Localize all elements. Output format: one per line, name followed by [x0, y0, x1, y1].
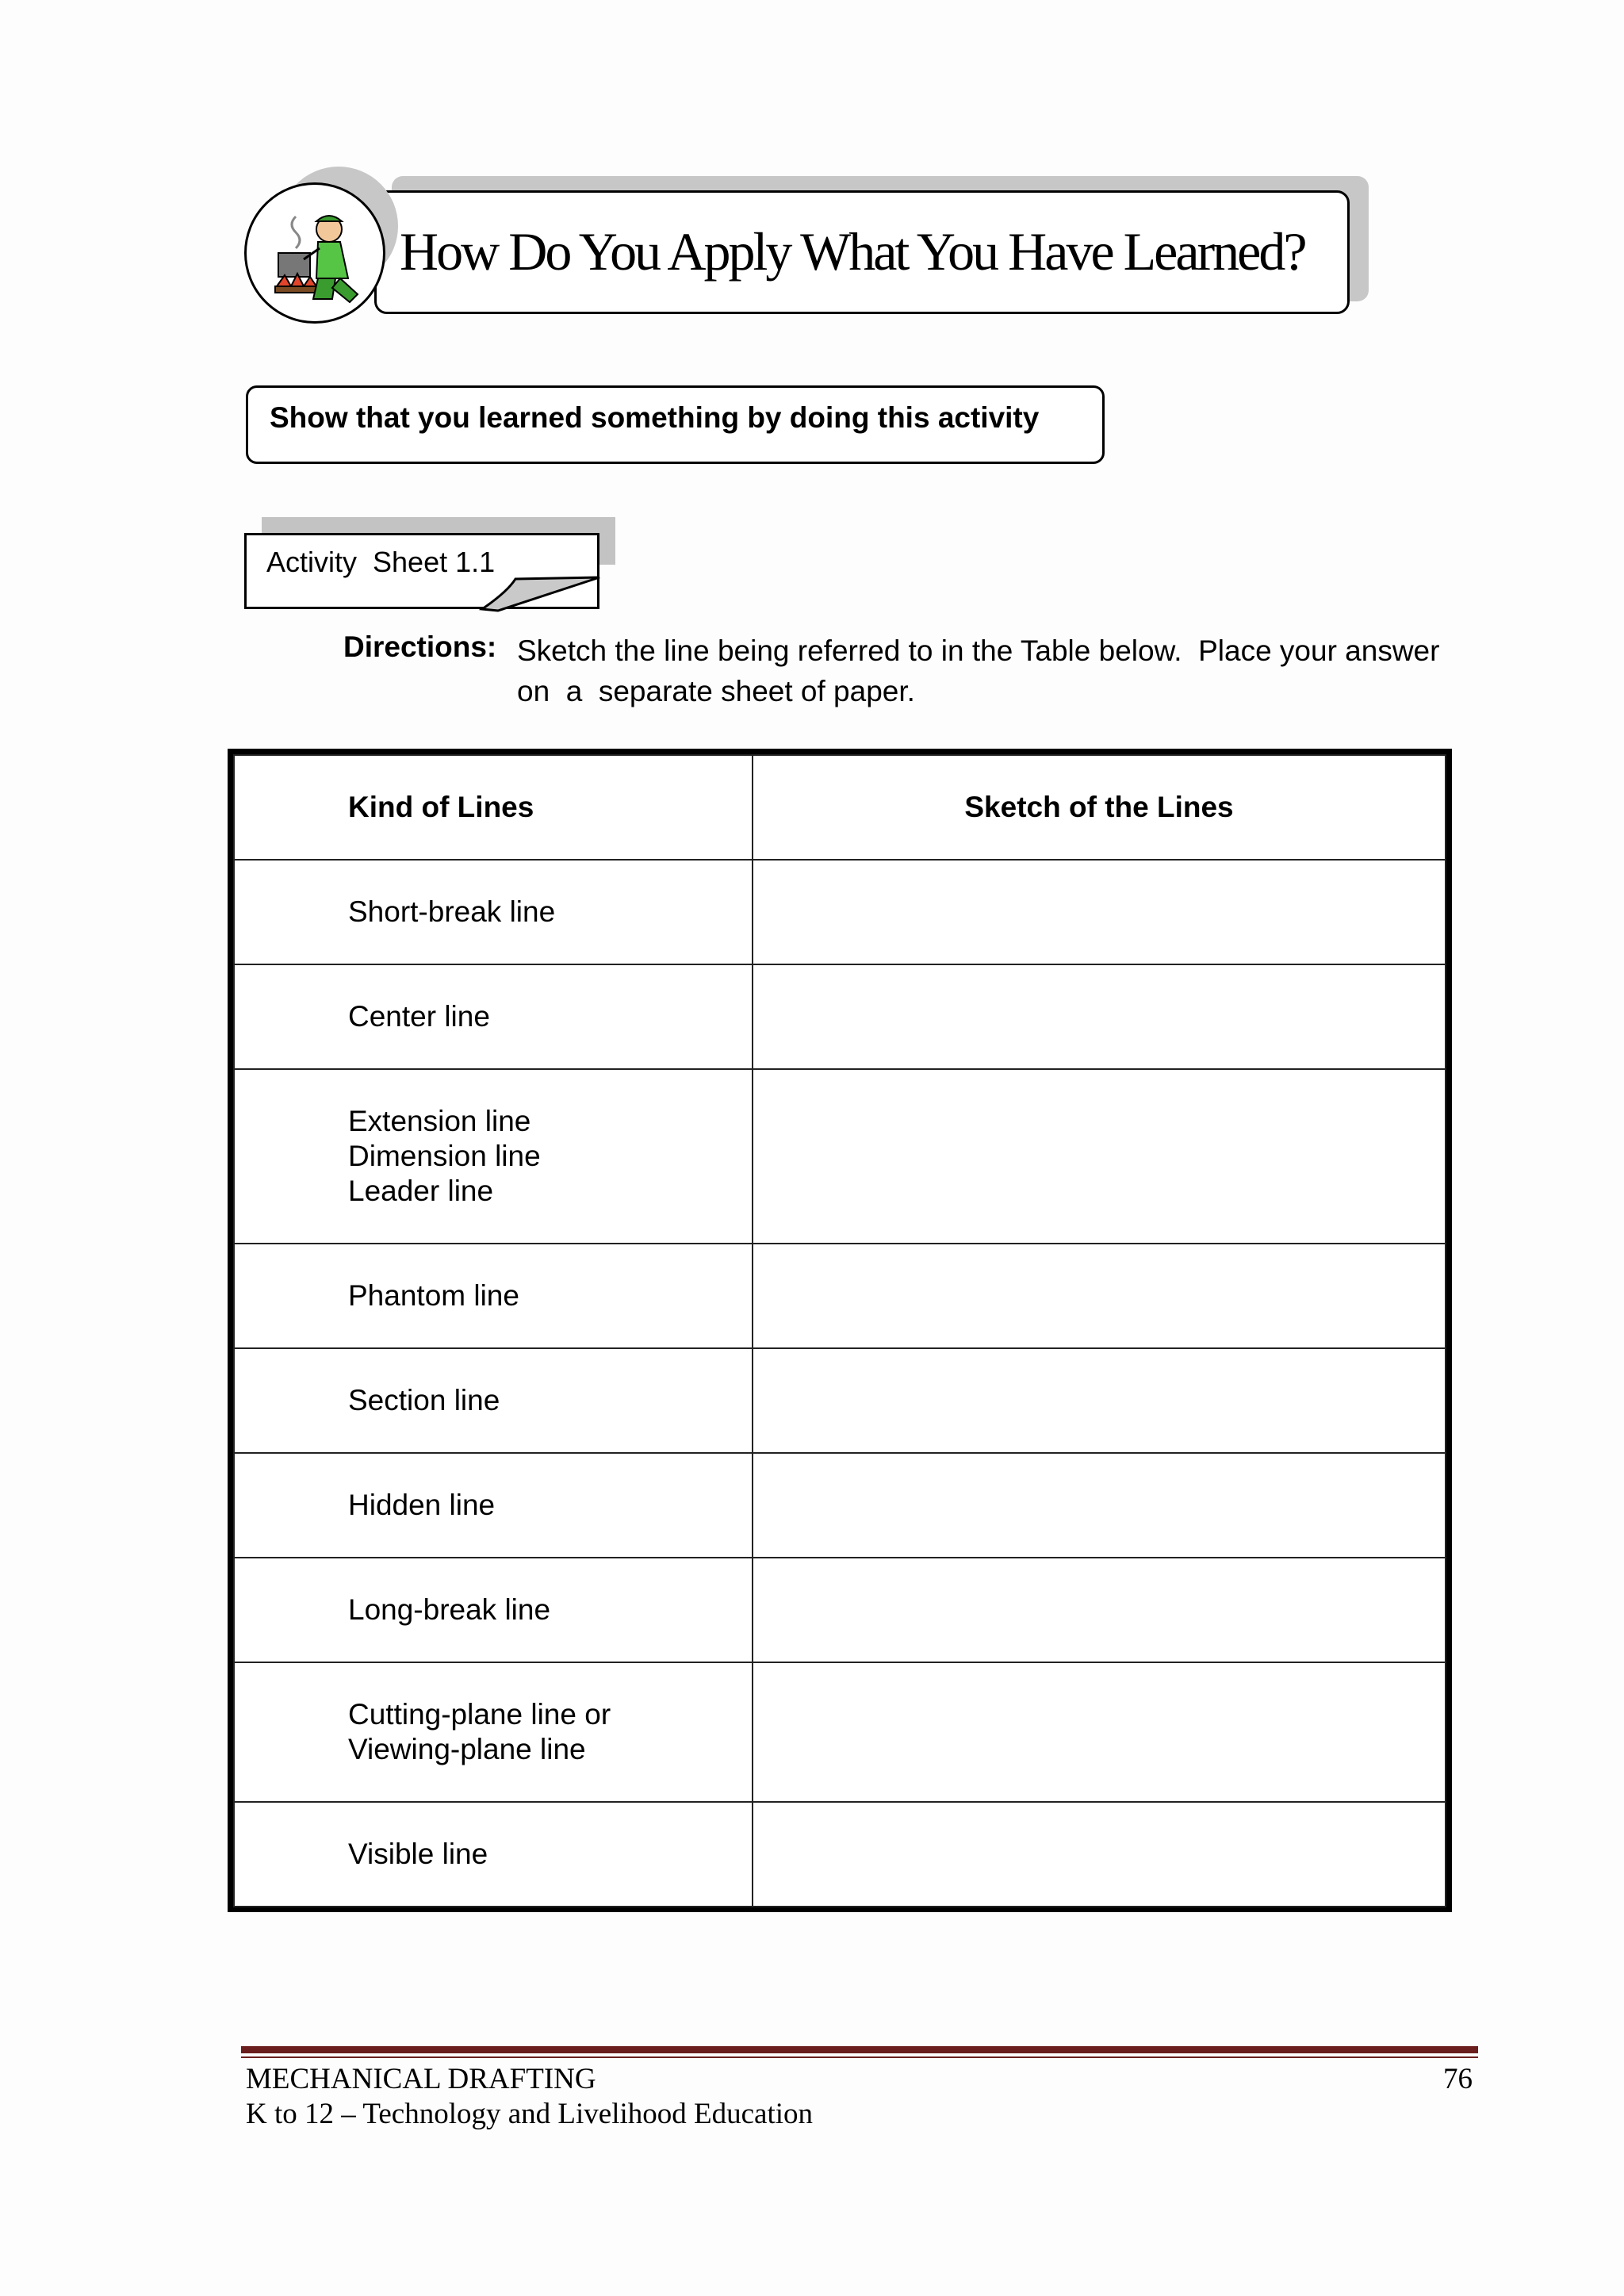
sketch-cell: [753, 860, 1446, 964]
line-kind-cell: Phantom line: [234, 1244, 753, 1348]
footer-rule: [241, 2046, 1478, 2053]
scout-cooking-icon: [244, 182, 385, 324]
footer-course: K to 12 – Technology and Livelihood Education: [246, 2098, 814, 2130]
table-header-row: [234, 755, 1446, 860]
line-kind-cell: Long-break line: [234, 1558, 753, 1662]
activity-sheet-label: Activity Sheet 1.1: [266, 546, 496, 578]
sketch-cell: [753, 1802, 1446, 1907]
page-number: 76: [1443, 2063, 1473, 2095]
header-kind-of-lines: Kind of Lines: [234, 755, 753, 860]
sketch-cell: [753, 1662, 1446, 1802]
line-kind-cell: Short-break line: [234, 860, 753, 964]
line-kind-cell: Center line: [234, 964, 753, 1069]
table-row: [234, 1802, 1446, 1907]
table-row: [234, 1453, 1446, 1558]
table-row: [234, 1069, 1446, 1244]
footer-subject: MECHANICAL DRAFTING: [246, 2063, 596, 2095]
sketch-cell: [753, 1453, 1446, 1558]
table-row: [234, 964, 1446, 1069]
page-curl-icon: [476, 576, 603, 615]
sketch-cell: [753, 1069, 1446, 1244]
page-title: How Do You Apply What You Have Learned?: [400, 221, 1305, 282]
sketch-cell: [753, 964, 1446, 1069]
sketch-cell: [753, 1244, 1446, 1348]
table-row: [234, 1348, 1446, 1453]
line-kind-cell: Visible line: [234, 1802, 753, 1907]
directions-label: Directions:: [343, 631, 497, 663]
line-kind-cell: Extension line Dimension line Leader line: [234, 1069, 753, 1244]
table-row: [234, 1244, 1446, 1348]
footer-rule-thin: [241, 2056, 1478, 2058]
table-row: [234, 1662, 1446, 1802]
table-row: [234, 860, 1446, 964]
sketch-cell: [753, 1348, 1446, 1453]
line-kind-cell: Cutting-plane line or Viewing-plane line: [234, 1662, 753, 1802]
line-kind-cell: Section line: [234, 1348, 753, 1453]
sketch-cell: [753, 1558, 1446, 1662]
directions-text: Sketch the line being referred to in the Table below. Place your answer on a separate sheet of paper.: [517, 634, 1440, 707]
line-kind-cell: Hidden line: [234, 1453, 753, 1558]
table-row: [234, 1558, 1446, 1662]
lines-table: [228, 749, 1452, 1912]
header-sketch-of-lines: Sketch of the Lines: [753, 755, 1446, 860]
instruction-text: Show that you learned something by doing this activity: [270, 401, 1040, 434]
